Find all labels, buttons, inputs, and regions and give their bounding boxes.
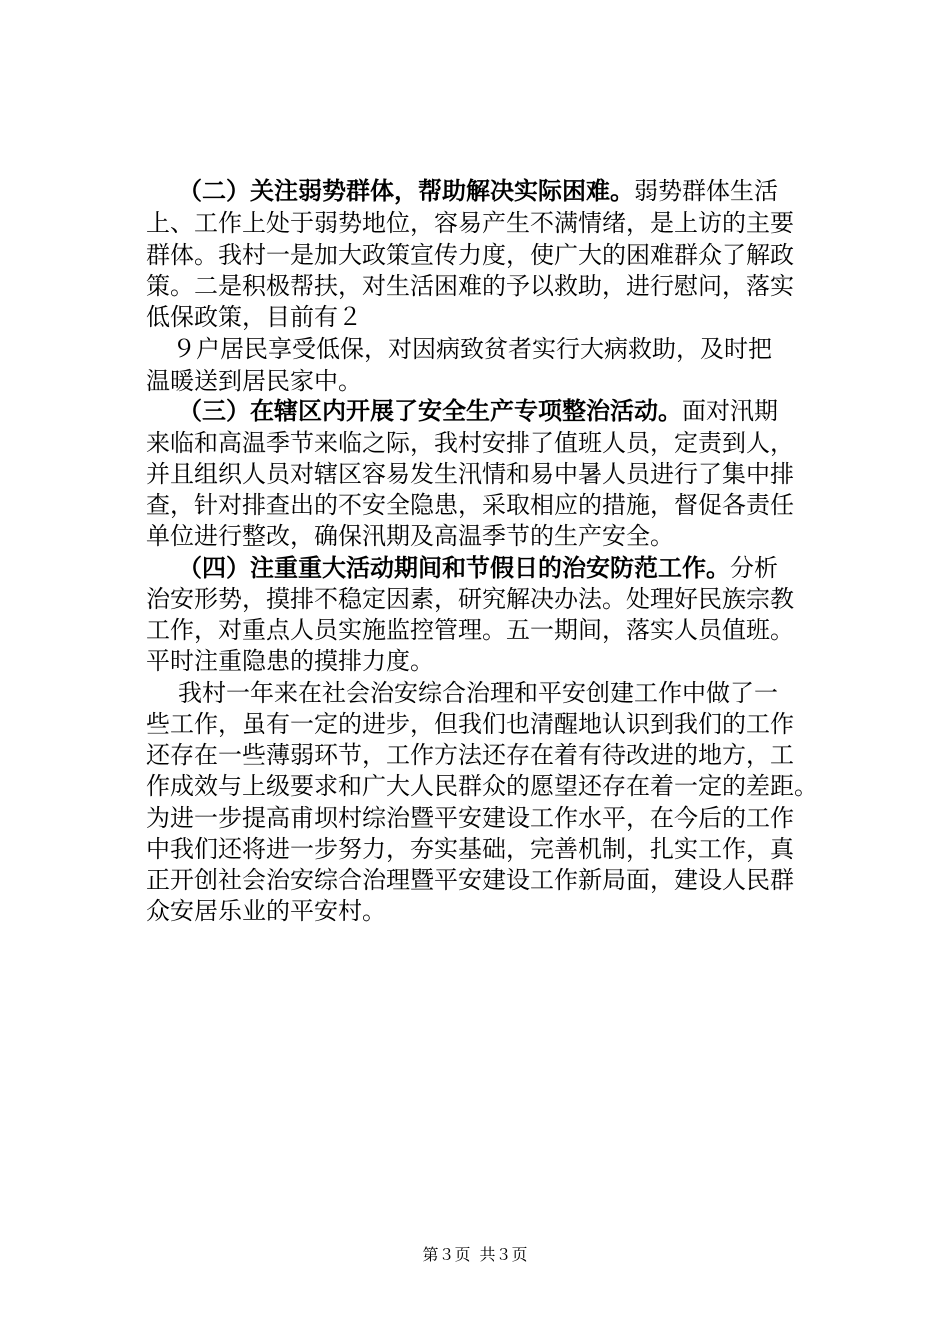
section-heading: （四）注重重大活动期间和节假日的治安防范工作。 — [178, 553, 730, 582]
paragraph-line: 上、工作上处于弱势地位，容易产生不满情绪，是上访的主要 — [146, 209, 794, 237]
paragraph-line: 策。二是积极帮扶，对生活困难的予以救助，进行慰问，落实 — [146, 272, 794, 300]
paragraph-line: 温暖送到居民家中。 — [146, 367, 362, 395]
paragraph-line — [178, 176, 778, 206]
paragraph-text: 面对汛期 — [682, 397, 778, 425]
paragraph-text: 分析 — [730, 554, 778, 582]
section-heading: （二）关注弱势群体，帮助解决实际困难。 — [178, 176, 634, 205]
paragraph-line: 工作，对重点人员实施监控管理。五一期间，落实人员值班。 — [146, 616, 794, 644]
page-number: 第３页 — [422, 1245, 471, 1264]
paragraph-line: 为进一步提高甫坝村综治暨平安建设工作水平，在今后的工作 — [146, 804, 794, 832]
page-total: 共３页 — [479, 1245, 528, 1264]
paragraph-line — [178, 553, 778, 583]
page-footer — [0, 1244, 950, 1266]
paragraph-line: 还存在一些薄弱环节，工作方法还存在着有待改进的地方，工 — [146, 741, 794, 769]
paragraph-line: 中我们还将进一步努力，夯实基础，完善机制，扎实工作，真 — [146, 835, 794, 863]
paragraph-line: 治安形势，摸排不稳定因素，研究解决办法。处理好民族宗教 — [146, 585, 794, 613]
paragraph-line: ９户居民享受低保，对因病致贫者实行大病救助，及时把 — [172, 335, 772, 363]
paragraph-line: 众安居乐业的平安村。 — [146, 897, 386, 925]
paragraph-line: 正开创社会治安综合治理暨平安建设工作新局面，建设人民群 — [146, 866, 794, 894]
paragraph-line: 来临和高温季节来临之际，我村安排了值班人员，定责到人， — [146, 429, 794, 457]
section-heading: （三）在辖区内开展了安全生产专项整治活动。 — [178, 396, 682, 425]
paragraph-line: 作成效与上级要求和广大人民群众的愿望还存在着一定的差距。 — [146, 772, 818, 800]
paragraph-line: 我村一年来在社会治安综合治理和平安创建工作中做了一 — [178, 679, 778, 707]
paragraph-line: 并且组织人员对辖区容易发生汛情和易中暑人员进行了集中排 — [146, 460, 794, 488]
paragraph-text: 弱势群体生活 — [634, 177, 778, 205]
paragraph-line: 查，针对排查出的不安全隐患，采取相应的措施，督促各责任 — [146, 491, 794, 519]
paragraph-line: 些工作，虽有一定的进步，但我们也清醒地认识到我们的工作 — [146, 710, 794, 738]
paragraph-line: 单位进行整改，确保汛期及高温季节的生产安全。 — [146, 522, 674, 550]
paragraph-line — [178, 396, 778, 426]
paragraph-line: 平时注重隐患的摸排力度。 — [146, 647, 434, 675]
paragraph-line: 低保政策，目前有２ — [146, 303, 362, 331]
paragraph-line: 群体。我村一是加大政策宣传力度，使广大的困难群众了解政 — [146, 241, 794, 269]
